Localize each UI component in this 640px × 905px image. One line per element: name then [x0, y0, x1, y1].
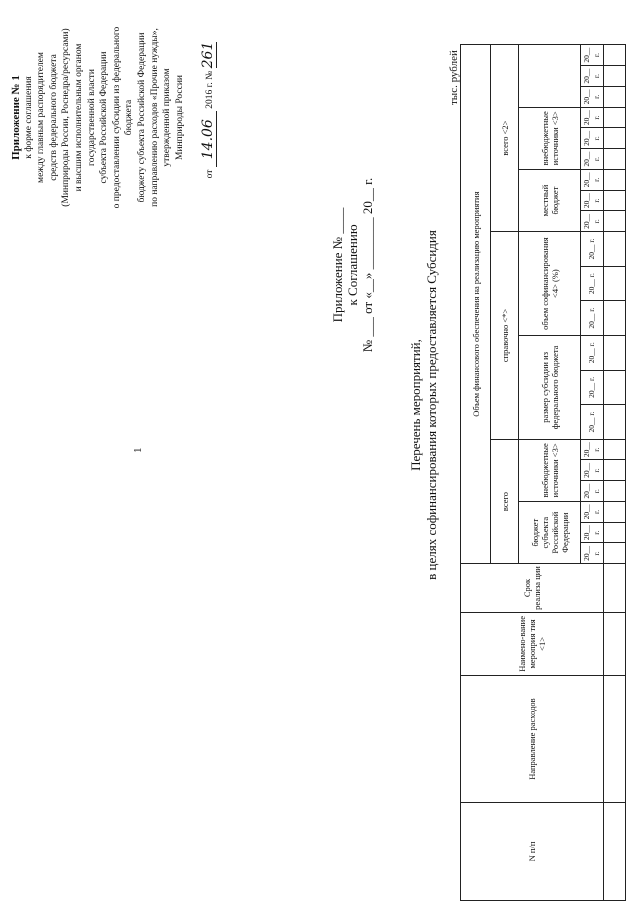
number-prefix: №	[205, 70, 215, 80]
table-cell	[604, 232, 626, 267]
table-cell	[604, 66, 626, 87]
header-line: государственной власти	[86, 69, 97, 166]
col-cofinancing-header: объем софинансирования <4> (%)	[519, 232, 581, 336]
year-cell: 20__ г.	[581, 335, 604, 370]
table-cell	[604, 481, 626, 502]
appendix-header	[10, 15, 186, 220]
table-cell	[604, 86, 626, 107]
header-line: к форме соглашения	[23, 76, 34, 159]
year-cell: 20__ г.	[581, 439, 604, 460]
table-cell	[604, 370, 626, 405]
header-line: между главным распорядителем	[36, 52, 47, 183]
col-subsidy-size-header: размер субсидии из федерального бюджета	[519, 335, 581, 439]
table-cell	[604, 564, 626, 612]
year-cell: 20__ г.	[581, 502, 604, 523]
date-year: 2016 г.	[205, 82, 215, 109]
header-line: (Минприроды России, Роснедра/ресурсами)	[61, 28, 72, 207]
title-line-2: в целях софинансирования которых предоставляется Субсидия	[424, 230, 439, 580]
col-extrabudget-header: внебюджетные источники <3>	[519, 439, 581, 501]
year-cell: 20__ г.	[581, 66, 604, 87]
year-cell: 20__ г.	[581, 405, 604, 440]
agreement-line-2: к Соглашению	[345, 224, 360, 306]
col-name-header: Наимено-вание мероприя тия <1>	[461, 612, 604, 675]
header-line: о предоставлении субсидии из федерального бюджета	[111, 26, 135, 209]
year-cell: 20__ г.	[581, 128, 604, 149]
table-cell	[604, 543, 626, 564]
year-cell: 20__ г.	[581, 481, 604, 502]
table-cell	[604, 169, 626, 190]
table-cell	[604, 460, 626, 481]
agreement-block	[330, 85, 375, 445]
page-number: 1	[132, 447, 144, 453]
year-cell: 20__ г.	[581, 543, 604, 564]
table-cell	[604, 190, 626, 211]
header-line: субъекта Российской Федерации	[99, 51, 110, 184]
col-extra-blank-header	[519, 45, 581, 108]
table-cell	[604, 211, 626, 232]
table-cell	[604, 107, 626, 128]
appendix-title: Приложение № 1	[10, 75, 22, 160]
table-cell	[604, 266, 626, 301]
handwritten-number: 261	[200, 41, 216, 69]
col-extrabudget2-header: внебюджетные источники <3>	[519, 107, 581, 169]
col-direction-header: Направление расходов	[461, 676, 604, 803]
units-note: тыс. рублей	[448, 50, 460, 105]
table-cell	[604, 522, 626, 543]
year-cell: 20__ г.	[581, 266, 604, 301]
col-reference-header: справочно <*>	[491, 232, 519, 440]
agreement-line-3: № ___ от «__» ________ 20__ г.	[360, 177, 375, 353]
header-line: бюджету субъекта Российской Федерации	[136, 32, 147, 203]
table-cell	[604, 149, 626, 170]
col-term-header: Срок реализа ции	[461, 564, 604, 612]
col-funding-header: Объем финансового обеспечения на реализацию мероприятия	[461, 45, 491, 564]
year-cell: 20__ г.	[581, 522, 604, 543]
col-total-header: всего	[491, 439, 519, 564]
header-line: по направлению расходов «Прочие нужды»,	[149, 28, 160, 207]
year-cell: 20__ г.	[581, 232, 604, 267]
table-cell	[604, 405, 626, 440]
activities-table	[460, 44, 626, 901]
year-cell: 20__ г.	[581, 45, 604, 66]
col-total2-header: всего <2>	[491, 45, 519, 232]
date-prefix: от	[205, 169, 215, 179]
year-cell: 20__ г.	[581, 149, 604, 170]
table-cell	[604, 502, 626, 523]
table-cell	[604, 45, 626, 66]
title-line-1: Перечень мероприятий,	[408, 339, 423, 471]
table-cell	[604, 128, 626, 149]
year-cell: 20__ г.	[581, 169, 604, 190]
year-cell: 20__ г.	[581, 460, 604, 481]
table-cell	[604, 439, 626, 460]
col-num-header: N п/п	[461, 802, 604, 900]
table-cell	[604, 335, 626, 370]
handwritten-date: 14.06	[200, 111, 217, 167]
header-line: Минприроды России	[174, 75, 185, 160]
year-cell: 20__ г.	[581, 86, 604, 107]
document-title	[408, 145, 440, 665]
col-local-budget-header: местный бюджет	[519, 169, 581, 231]
year-cell: 20__ г.	[581, 190, 604, 211]
header-line: и высшим исполнительным органом	[73, 43, 84, 192]
year-cell: 20__ г.	[581, 301, 604, 336]
table-cell	[604, 676, 626, 803]
col-subject-budget-header: бюджет субъекта Российской Федерации	[519, 502, 581, 564]
header-line: средств федерального бюджета	[48, 54, 59, 181]
year-cell: 20__ г.	[581, 211, 604, 232]
table-cell	[604, 612, 626, 675]
year-cell: 20__ г.	[581, 107, 604, 128]
table-cell	[604, 802, 626, 900]
approval-date-line	[200, 15, 216, 205]
year-cell: 20__ г.	[581, 370, 604, 405]
table-cell	[604, 301, 626, 336]
header-line: утвержденной приказом	[162, 68, 173, 167]
agreement-line-1: Приложение № ____	[330, 207, 345, 323]
